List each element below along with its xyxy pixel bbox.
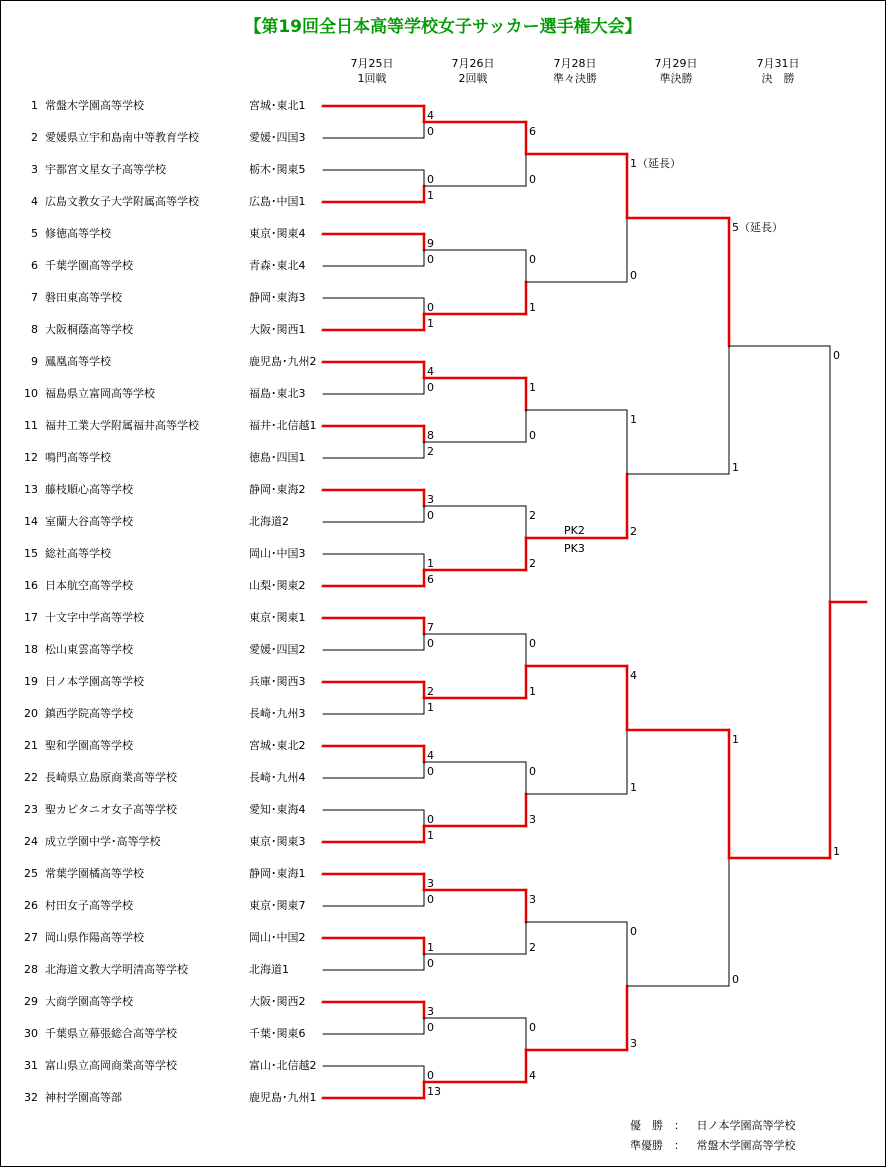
score-label: 3 bbox=[529, 893, 536, 906]
score-label: 0 bbox=[427, 381, 434, 394]
champion-name: 日ノ本学園高等学校 bbox=[696, 1119, 796, 1132]
team-name: 岡山県作陽高等学校 bbox=[45, 931, 144, 944]
score-label: 5（延長） bbox=[732, 221, 783, 234]
team-seed: 32 bbox=[24, 1091, 38, 1104]
team-seed: 30 bbox=[24, 1027, 38, 1040]
score-label: 0 bbox=[427, 253, 434, 266]
score-label: 1 bbox=[529, 381, 536, 394]
result-summary bbox=[630, 1116, 796, 1156]
score-label: 3 bbox=[529, 813, 536, 826]
score-label: 1 bbox=[732, 461, 739, 474]
team-seed: 3 bbox=[31, 163, 38, 176]
score-label: 0 bbox=[427, 957, 434, 970]
team-seed: 1 bbox=[31, 99, 38, 112]
score-label: 1 bbox=[427, 557, 434, 570]
score-label: 1 bbox=[529, 301, 536, 314]
score-label: 0 bbox=[427, 1021, 434, 1034]
team-name: 長崎県立島原商業高等学校 bbox=[45, 771, 177, 784]
runnerup-name: 常盤木学園高等学校 bbox=[696, 1139, 796, 1152]
team-name: 磐田東高等学校 bbox=[45, 291, 122, 304]
team-name: 日本航空高等学校 bbox=[45, 579, 133, 592]
team-name: 常盤木学園高等学校 bbox=[45, 99, 144, 112]
team-region: 北海道2 bbox=[249, 515, 289, 528]
team-region: 東京･関東3 bbox=[249, 835, 306, 848]
score-label: 2 bbox=[427, 685, 434, 698]
team-name: 聖カピタニオ女子高等学校 bbox=[45, 803, 177, 816]
team-name: 千葉県立幕張総合高等学校 bbox=[45, 1027, 177, 1040]
team-seed: 6 bbox=[31, 259, 38, 272]
team-name: 富山県立高岡商業高等学校 bbox=[45, 1059, 177, 1072]
score-label: 2 bbox=[630, 525, 637, 538]
score-label: 0 bbox=[529, 173, 536, 186]
team-seed: 26 bbox=[24, 899, 38, 912]
score-label: 8 bbox=[427, 429, 434, 442]
team-seed: 5 bbox=[31, 227, 38, 240]
team-seed: 15 bbox=[24, 547, 38, 560]
team-name: 日ノ本学園高等学校 bbox=[45, 675, 144, 688]
round-date: 7月31日 bbox=[756, 57, 800, 70]
team-seed: 28 bbox=[24, 963, 38, 976]
team-region: 徳島･四国1 bbox=[249, 451, 306, 464]
score-label: 2 bbox=[427, 445, 434, 458]
team-name: 聖和学園高等学校 bbox=[45, 739, 133, 752]
team-name: 藤枝順心高等学校 bbox=[45, 483, 133, 496]
team-region: 鹿児島･九州2 bbox=[249, 355, 317, 368]
team-name: 広島文教女子大学附属高等学校 bbox=[45, 195, 199, 208]
score-label: 1（延長） bbox=[630, 157, 681, 170]
score-label: 0 bbox=[427, 125, 434, 138]
team-region: 大阪･関西1 bbox=[249, 323, 306, 336]
team-region: 静岡･東海1 bbox=[249, 867, 306, 880]
team-region: 長崎･九州3 bbox=[249, 707, 306, 720]
score-label: 1 bbox=[427, 189, 434, 202]
score-label: 1 bbox=[732, 733, 739, 746]
round-date: 7月28日 bbox=[553, 57, 597, 70]
score-label: 1 bbox=[529, 685, 536, 698]
score-label: 4 bbox=[529, 1069, 536, 1082]
round-name: 準決勝 bbox=[659, 72, 693, 85]
team-name: 常葉学園橘高等学校 bbox=[45, 867, 144, 880]
team-name: 大阪桐蔭高等学校 bbox=[45, 323, 133, 336]
score-label: 0 bbox=[529, 637, 536, 650]
score-label: 1 bbox=[833, 845, 840, 858]
team-region: 兵庫･関西3 bbox=[249, 675, 306, 688]
score-label: 2 bbox=[529, 941, 536, 954]
team-region: 愛知･東海4 bbox=[249, 803, 306, 816]
team-region: 愛媛･四国3 bbox=[249, 131, 306, 144]
score-label: 1 bbox=[427, 941, 434, 954]
team-seed: 21 bbox=[24, 739, 38, 752]
team-seed: 16 bbox=[24, 579, 38, 592]
score-label: 0 bbox=[427, 813, 434, 826]
score-label: 1 bbox=[427, 317, 434, 330]
score-label: 4 bbox=[427, 365, 434, 378]
score-label: 1 bbox=[630, 781, 637, 794]
score-label: 4 bbox=[630, 669, 637, 682]
team-region: 宮城･東北2 bbox=[249, 739, 306, 752]
team-seed: 22 bbox=[24, 771, 38, 784]
team-name: 宇都宮文星女子高等学校 bbox=[45, 163, 166, 176]
team-name: 大商学園高等学校 bbox=[45, 995, 133, 1008]
score-label: 1 bbox=[427, 701, 434, 714]
team-region: 鹿児島･九州1 bbox=[249, 1091, 317, 1104]
team-seed: 2 bbox=[31, 131, 38, 144]
team-seed: 13 bbox=[24, 483, 38, 496]
score-label: 0 bbox=[529, 1021, 536, 1034]
champion-row bbox=[630, 1116, 796, 1136]
score-label: 0 bbox=[529, 765, 536, 778]
team-name: 北海道文教大学明清高等学校 bbox=[45, 963, 188, 976]
team-name: 松山東雲高等学校 bbox=[45, 643, 133, 656]
team-name: 福井工業大学附属福井高等学校 bbox=[45, 419, 199, 432]
team-seed: 25 bbox=[24, 867, 38, 880]
score-label: 9 bbox=[427, 237, 434, 250]
score-label: 0 bbox=[427, 509, 434, 522]
team-name: 村田女子高等学校 bbox=[45, 899, 133, 912]
round-name: 準々決勝 bbox=[553, 72, 597, 85]
runnerup-label: 準優勝 ： bbox=[630, 1139, 685, 1152]
score-label: 0 bbox=[529, 429, 536, 442]
team-seed: 23 bbox=[24, 803, 38, 816]
score-label: 0 bbox=[427, 301, 434, 314]
round-date: 7月25日 bbox=[350, 57, 394, 70]
team-region: 岡山･中国3 bbox=[249, 547, 306, 560]
team-seed: 8 bbox=[31, 323, 38, 336]
team-region: 福島･東北3 bbox=[249, 387, 306, 400]
team-seed: 14 bbox=[24, 515, 38, 528]
score-label: 1 bbox=[427, 829, 434, 842]
team-seed: 19 bbox=[24, 675, 38, 688]
score-label: 6 bbox=[529, 125, 536, 138]
pk-note: PK2 bbox=[564, 524, 585, 537]
team-region: 静岡･東海3 bbox=[249, 291, 306, 304]
team-seed: 7 bbox=[31, 291, 38, 304]
team-name: 福島県立富岡高等学校 bbox=[45, 387, 155, 400]
team-seed: 4 bbox=[31, 195, 38, 208]
team-seed: 31 bbox=[24, 1059, 38, 1072]
score-label: 13 bbox=[427, 1085, 441, 1098]
score-label: 4 bbox=[427, 749, 434, 762]
team-name: 鳳凰高等学校 bbox=[45, 355, 111, 368]
team-region: 大阪･関西2 bbox=[249, 995, 306, 1008]
score-label: 3 bbox=[427, 493, 434, 506]
runnerup-row bbox=[630, 1136, 796, 1156]
score-label: 2 bbox=[529, 509, 536, 522]
page-title: 【第19回全日本高等学校女子サッカー選手権大会】 bbox=[244, 17, 642, 37]
team-region: 岡山･中国2 bbox=[249, 931, 306, 944]
round-name: 1回戦 bbox=[357, 72, 387, 85]
team-name: 総社高等学校 bbox=[45, 547, 111, 560]
score-label: 0 bbox=[427, 765, 434, 778]
team-name: 十文字中学高等学校 bbox=[45, 611, 144, 624]
team-region: 東京･関東4 bbox=[249, 227, 306, 240]
team-name: 室蘭大谷高等学校 bbox=[45, 515, 133, 528]
champion-label: 優 勝 ： bbox=[630, 1119, 685, 1132]
team-region: 長崎･九州4 bbox=[249, 771, 306, 784]
score-label: 0 bbox=[833, 349, 840, 362]
score-label: 1 bbox=[630, 413, 637, 426]
team-region: 東京･関東1 bbox=[249, 611, 306, 624]
team-seed: 18 bbox=[24, 643, 38, 656]
team-name: 鳴門高等学校 bbox=[45, 451, 111, 464]
team-region: 山梨･関東2 bbox=[249, 579, 306, 592]
score-label: 7 bbox=[427, 621, 434, 634]
team-region: 北海道1 bbox=[249, 963, 289, 976]
score-label: 0 bbox=[630, 925, 637, 938]
team-seed: 12 bbox=[24, 451, 38, 464]
team-seed: 9 bbox=[31, 355, 38, 368]
score-label: 0 bbox=[427, 173, 434, 186]
team-region: 福井･北信越1 bbox=[249, 419, 317, 432]
team-name: 成立学園中学･高等学校 bbox=[45, 835, 161, 848]
team-region: 青森･東北4 bbox=[249, 259, 306, 272]
score-label: 3 bbox=[427, 1005, 434, 1018]
team-region: 宮城･東北1 bbox=[249, 99, 306, 112]
team-region: 広島･中国1 bbox=[249, 195, 306, 208]
score-label: 2 bbox=[529, 557, 536, 570]
round-date: 7月29日 bbox=[654, 57, 698, 70]
pk-note: PK3 bbox=[564, 542, 585, 555]
score-label: 3 bbox=[630, 1037, 637, 1050]
team-name: 修徳高等学校 bbox=[45, 227, 111, 240]
score-label: 0 bbox=[427, 893, 434, 906]
team-region: 千葉･関東6 bbox=[249, 1027, 306, 1040]
team-seed: 10 bbox=[24, 387, 38, 400]
team-seed: 27 bbox=[24, 931, 38, 944]
team-seed: 20 bbox=[24, 707, 38, 720]
score-label: 0 bbox=[732, 973, 739, 986]
team-seed: 11 bbox=[24, 419, 38, 432]
round-name: 2回戦 bbox=[458, 72, 488, 85]
round-date: 7月26日 bbox=[451, 57, 495, 70]
team-seed: 17 bbox=[24, 611, 38, 624]
team-region: 静岡･東海2 bbox=[249, 483, 306, 496]
team-name: 神村学園高等部 bbox=[45, 1091, 122, 1104]
team-seed: 24 bbox=[24, 835, 38, 848]
team-region: 愛媛･四国2 bbox=[249, 643, 306, 656]
score-label: 6 bbox=[427, 573, 434, 586]
team-name: 愛媛県立宇和島南中等教育学校 bbox=[45, 131, 199, 144]
round-name: 決 勝 bbox=[761, 72, 795, 85]
score-label: 4 bbox=[427, 109, 434, 122]
team-region: 東京･関東7 bbox=[249, 899, 306, 912]
team-name: 鎮西学院高等学校 bbox=[45, 707, 133, 720]
team-seed: 29 bbox=[24, 995, 38, 1008]
team-region: 栃木･関東5 bbox=[249, 163, 306, 176]
score-label: 0 bbox=[427, 637, 434, 650]
score-label: 0 bbox=[427, 1069, 434, 1082]
score-label: 3 bbox=[427, 877, 434, 890]
score-label: 0 bbox=[529, 253, 536, 266]
score-label: 0 bbox=[630, 269, 637, 282]
team-name: 千葉学園高等学校 bbox=[45, 259, 133, 272]
team-region: 富山･北信越2 bbox=[249, 1059, 317, 1072]
